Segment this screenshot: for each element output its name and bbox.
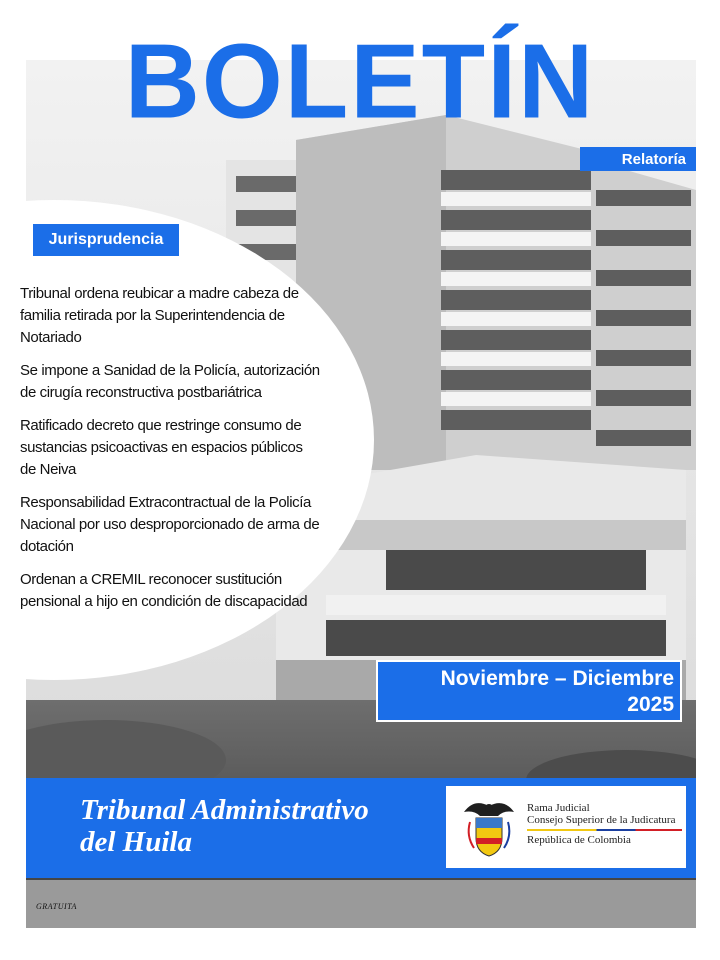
section-badge: Relatoría xyxy=(580,147,696,171)
colombia-coat-of-arms-icon xyxy=(454,792,524,862)
headline-item: Responsabilidad Extracontractual de la Policía Nacional por uso desproporcionado de arma de dotación xyxy=(20,494,320,555)
headline-list xyxy=(20,283,320,624)
headline-item: Tribunal ordena reubicar a madre cabeza de familia retirada por la Superintendencia de Notariado xyxy=(20,285,299,346)
logo-line3: República de Colombia xyxy=(527,834,631,846)
logo-line2: Consejo Superior de la Judicatura xyxy=(527,814,676,826)
bulletin-title: BOLETÍN xyxy=(124,22,596,142)
rama-judicial-logo xyxy=(446,786,686,868)
headline-item: Se impone a Sanidad de la Policía, autorización de cirugía reconstructiva postbariátrica xyxy=(20,362,320,401)
court-name-line2: del Huila xyxy=(80,826,192,858)
period-year: 2025 xyxy=(627,693,674,716)
court-name xyxy=(80,794,420,858)
headline-item: Ratificado decreto que restringe consumo de sustancias psicoactivas en espacios públicos de Neiva xyxy=(20,417,303,478)
headline-item: Ordenan a CREMIL reconocer sustitución pensional a hijo en condición de discapacidad xyxy=(20,571,308,610)
court-name-line1: Tribunal Administrativo xyxy=(80,794,369,826)
period-months: Noviembre – Diciembre xyxy=(440,667,674,690)
period-box xyxy=(376,660,682,722)
logo-line1: Rama Judicial xyxy=(527,802,590,814)
category-badge: Jurisprudencia xyxy=(33,224,179,256)
flag-rule xyxy=(527,829,682,831)
logo-text xyxy=(527,802,682,846)
free-tag: GRATUITA xyxy=(36,902,77,911)
